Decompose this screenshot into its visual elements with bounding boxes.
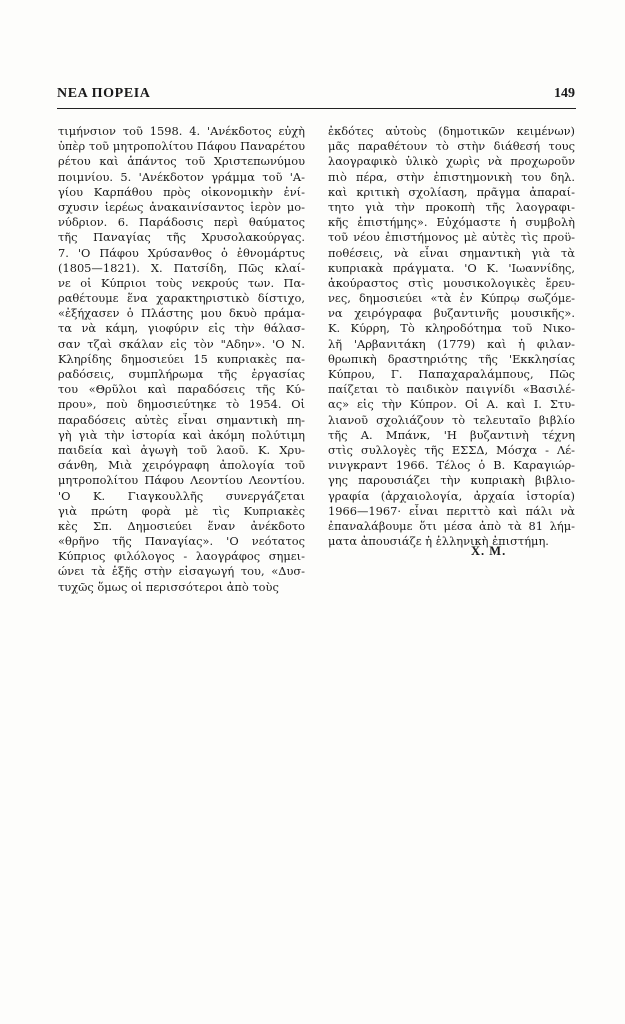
header-rule — [57, 108, 576, 109]
text-line: γραφία (ἀρχαιολογία, ἀρχαία ἱστορία) — [328, 488, 575, 503]
text-line: ποθέσεις, νὰ εἶναι σημαντικὴ γιὰ τὰ — [328, 245, 575, 260]
text-line: κῆς ἐπιστήμης». Εὐχόμαστε ἡ συμβολὴ — [328, 215, 575, 230]
text-line: νες, δημοσιεύει «τὰ ἐν Κύπρῳ σωζόμε- — [328, 291, 575, 306]
text-line: τιμήνσιον τοῦ 1598. 4. 'Ανέκδοτος εὐχὴ — [58, 124, 305, 138]
text-line: μᾶς παραθέτουν τὸ στὴν διάθεσή τους — [328, 139, 575, 154]
text-line: ποιμνίου. 5. 'Ανέκδοτον γράμμα τοῦ 'Α- — [58, 169, 305, 184]
text-line: νινγκραντ 1966. Τέλος ὁ Β. Καραγιώρ- — [328, 458, 575, 473]
text-line: Κ. Κύρρη, Τὸ κληροδότημα τοῦ Νικο- — [328, 321, 575, 336]
text-line: ας» εἰς τὴν Κύπρον. Οἱ Α. καὶ Ι. Στυ- — [328, 397, 575, 412]
text-line: λαογραφικὸ ὑλικὸ χωρὶς νὰ προχωροῦν — [328, 154, 575, 169]
text-line: στὶς συλλογὲς τῆς ΕΣΣΔ, Μόσχα - Λέ- — [328, 442, 575, 457]
text-line: γίου Καρπάθου πρὸς οἰκονομικὴν ἐνί- — [58, 184, 305, 199]
text-line: θρωπικὴ δραστηριότης τῆς 'Εκκλησίας — [328, 351, 575, 366]
text-line: Κύπρου, Γ. Παπαχαραλάμπους, Πῶς — [328, 367, 575, 381]
text-line: τητο γιὰ τὴν προκοπὴ τῆς λαογραφι- — [328, 199, 575, 214]
text-line: Κύπριος φιλόλογος - λαογράφος σημει- — [58, 549, 305, 564]
text-line: σαν τζαὶ σκάλαν εἰς τὸν "Αδην». 'Ο Ν. — [58, 336, 305, 351]
text-line: ματα ἀπουσιάζε ἡ ἑλληνικὴ ἐπιστήμη. — [328, 534, 549, 549]
text-line: μητροπολίτου Πάφου Λεοντίου Λεοντίου. — [58, 473, 305, 488]
text-line: (1805—1821). Χ. Πατσίδη, Πῶς κλαί- — [58, 260, 305, 275]
text-line: ρέτου καὶ ἁπάντος τοῦ Χριστεπωνύμου — [58, 154, 305, 169]
text-line: τῆς Παναγίας τῆς Χρυσολακούργας. — [58, 230, 305, 245]
text-line: του «Θρῦλοι καὶ παραδόσεις τῆς Κύ- — [58, 382, 305, 397]
text-line: να χειρόγραφα βυζαντινῆς μουσικῆς». — [328, 306, 575, 321]
text-line: παιδεία καὶ ἀγωγὴ τοῦ λαοῦ. Κ. Χρυ- — [58, 442, 305, 457]
text-line: Κληρίδης δημοσιεύει 15 κυπριακὲς πα- — [58, 351, 305, 366]
text-line: 'Ο Κ. Γιαγκουλλῆς συνεργάζεται — [58, 488, 305, 503]
text-line: λιανοῦ σχολιάζουν τὸ τελευταῖο βιβλίο — [328, 412, 575, 427]
text-line: καὶ κριτικὴ σχολίαση, πρᾶγμα ἀπαραί- — [328, 184, 575, 199]
page-number: 149 — [554, 86, 575, 101]
text-line: ἐπαναλάβουμε ὅτι μέσα ἀπὸ τὰ 81 λήμ- — [328, 518, 575, 533]
text-line: ώνει τὰ ἑξῆς στὴν εἰσαγωγή του, «Δυσ- — [58, 564, 305, 579]
text-line: νε οἱ Κύπριοι τοὺς νεκρούς των. Πα- — [58, 275, 305, 290]
text-line: «ἐξήχασεν ὁ Πλάστης μου δκυὸ πράμα- — [58, 306, 305, 321]
text-line: τα νὰ κάμη, γιοφύριν εἰς τὴν θάλασ- — [58, 321, 305, 336]
text-line: κὲς Σπ. Δημοσιεύει ἕναν ἀνέκδοτο — [58, 518, 305, 533]
text-line: τῆς Α. Μπάνκ, 'Η βυζαντινὴ τέχνη — [328, 427, 575, 442]
text-line: παραδόσεις αὐτὲς εἶναι σημαντικὴ πη- — [58, 412, 305, 427]
text-line: πρου», ποὺ δημοσιεύτηκε τὸ 1954. Οἱ — [58, 397, 305, 412]
left-text-column — [58, 124, 305, 595]
text-line: 1966—1967· εἶναι περιττὸ καὶ πάλι νὰ — [328, 503, 575, 518]
text-line: νύδριον. 6. Παράδοσις περὶ θαύματος — [58, 215, 305, 230]
text-line: ραδόσεις, συμπλήρωμα τῆς ἐργασίας — [58, 367, 305, 381]
text-line: 7. 'Ο Πάφου Χρύσανθος ὁ ἐθνομάρτυς — [58, 245, 305, 260]
running-head-title: ΝΕΑ ΠΟΡΕΙΑ — [57, 86, 151, 101]
text-line: σχυσιν ἱερέως ἀνακαινίσαντος ἱερὸν μο- — [58, 199, 305, 214]
text-line: ἐκδότες αὐτοὺς (δημοτικῶν κειμένων) — [328, 124, 575, 138]
text-line: «θρῆνο τῆς Παναγίας». 'Ο νεότατος — [58, 534, 305, 549]
right-text-column — [328, 124, 575, 549]
text-line: γὴ γιὰ τὴν ἱστορία καὶ ἀκόμη πολύτιμη — [58, 427, 305, 442]
text-line: σάνθη, Μιὰ χειρόγραφη ἀπολογία τοῦ — [58, 458, 305, 473]
text-line: λῆ 'Αρβανιτάκη (1779) καὶ ἡ φιλαν- — [328, 336, 575, 351]
text-line: ὑπὲρ τοῦ μητροπολίτου Πάφου Παναρέτου — [58, 139, 305, 154]
text-line: κυπριακὰ πράγματα. 'Ο Κ. 'Ιωαννίδης, — [328, 260, 575, 275]
author-signature: Χ. Μ. — [471, 544, 507, 558]
text-line: γιὰ πρώτη φορὰ μὲ τὶς Κυπριακὲς — [58, 503, 305, 518]
text-line: τυχῶς ὅμως οἱ περισσότεροι ἀπὸ τοὺς — [58, 579, 279, 594]
text-line: γης παρουσιάζει τὴν κυπριακὴ βιβλιο- — [328, 473, 575, 488]
text-line: πιὸ πέρα, στὴν ἐπιστημονικὴ του δηλ. — [328, 169, 575, 184]
text-line: παίζεται τὸ παιδικὸν παιγνίδι «Βασιλέ- — [328, 382, 575, 397]
text-line: ἀκούραστος στὶς μουσικολογικὲς ἔρευ- — [328, 275, 575, 290]
text-line: τοῦ νέου ἐπιστήμονος μὲ αὐτὲς τὶς προϋ- — [328, 230, 575, 245]
text-line: ραθέτουμε ἕνα χαρακτηριστικὸ δίστιχο, — [58, 291, 305, 306]
